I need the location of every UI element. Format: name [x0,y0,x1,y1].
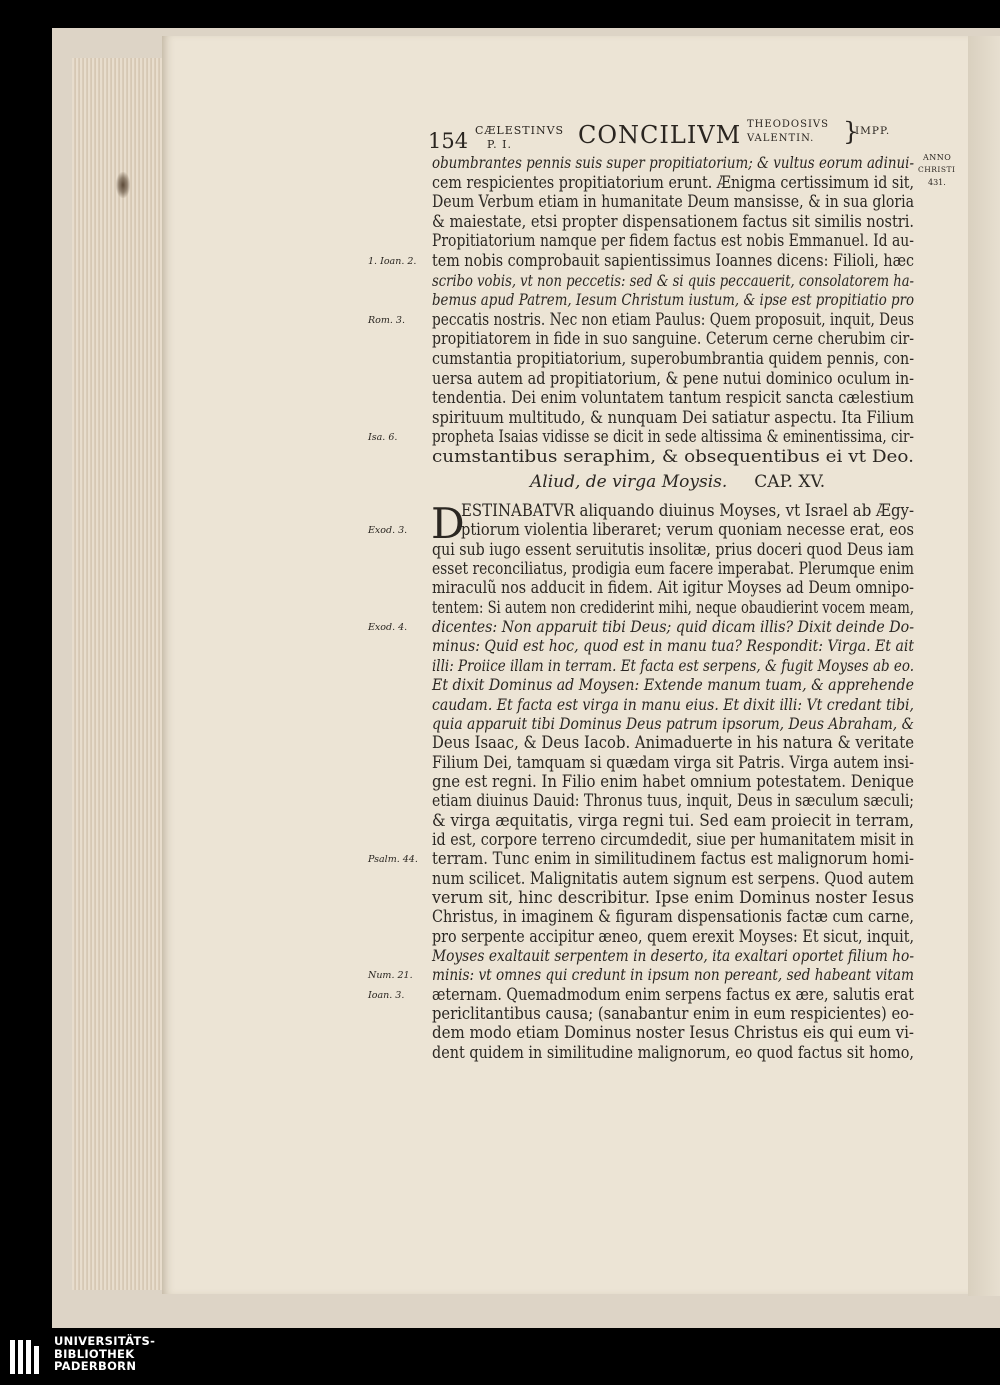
text-line-content: scribo vobis, vt non peccetis: sed & si quis peccauerit, consolatorem ha- [432,270,914,290]
text-line-content: propitiatorem in fide in suo sanguine. Ceterum cerne cherubim cir- [432,329,914,349]
anno-label: ANNO [923,153,952,162]
text-line-content: minis: vt omnes qui credunt in ipsum non pereant, sed habeant vitam [432,965,914,985]
text-line-content: obumbrantes pennis suis super propitiatorium; & vultus eorum adinui- [432,153,914,172]
text-line-content: Christus, in imaginem & figuram dispensationis factæ cum carne, [432,907,914,927]
ink-stain [116,172,130,198]
text-line-content: & maiestate, etsi propter dispensationem factus sit similis nostri. [432,211,914,231]
text-line-content: Propitiatorium namque per fidem factus est nobis Emmanuel. Id au- [432,231,914,251]
text-line-content: tentem: Si autem non crediderint mihi, neque obaudierint vocem meam, [432,597,914,617]
drop-capital: D [431,499,465,548]
library-logo-icon [8,1336,46,1378]
text-line-content: Filium Dei, tamquam si quædam virga sit Patris. Virga autem insi- [432,752,914,772]
text-line-content: bemus apud Patrem, Iesum Christum iustum, & ipse est propitiatio pro [432,290,914,310]
text-line-content: etiam diuinus Dauid: Thronus tuus, inquit, Deus in sæculum sæculi; [432,791,914,811]
next-page-strip [968,36,1000,1296]
pope-number: P. I. [487,138,513,151]
text-line-content: miraculũ nos adducit in fidem. Ait igitur Moyses ad Deum omnipo- [432,578,914,598]
margin-reference: Psalm. 44. [368,854,418,866]
text-line-content: uersa autem ad propitiatorium, & pene nutui dominico oculum in- [432,368,914,388]
text-line-content: gne est regni. In Filio enim habet omnium potestatem. Denique [432,771,914,791]
margin-reference: Num. 21. [368,970,413,982]
pope-name: CÆLESTINVS [475,124,565,137]
text-line-content: æternam. Quemadmodum enim serpens factus ex ære, salutis erat [432,984,914,1004]
text-line-content: quia apparuit tibi Dominus Deus patrum ipsorum, Deus Abraham, & [432,713,914,733]
text-line-content: dicentes: Non apparuit tibi Deus; quid dicam illis? Dixit deinde Do- [432,617,914,637]
text-line-content: verum sit, hinc describitur. Ipse enim Dominus noster Iesus [432,888,914,907]
text-line-content: ptiorum violentia liberaret; verum quoniam necesse erat, eos [461,520,914,540]
library-name-line2: BIBLIOTHEK [54,1346,135,1361]
margin-reference: Isa. 6. [368,432,398,444]
text-line-content: id est, corpore terreno circumdedit, siue per humanitatem misit in [432,829,914,849]
text-line-content: propheta Isaias vidisse se dicit in sede altissima & eminentissima, cir- [432,427,914,447]
text-line-content: Deum Verbum etiam in humanitate Deum mansisse, & in sua gloria [432,192,914,212]
text-line-content: caudam. Et facta est virga in manu eius. Et dixit illi: Vt credant tibi, [432,694,914,714]
text-line-content: terram. Tunc enim in similitudinem factus est malignorum homi- [432,849,914,869]
text-line-content: ESTINABATVR aliquando diuinus Moyses, vt Israel ab Ægy- [461,501,914,520]
text-line-content: periclitantibus causa; (sanabantur enim in eum respicientes) eo- [432,1004,914,1024]
text-line-content: & virga æquitatis, virga regni tui. Sed eam proiecit in terram, [432,810,914,830]
text-line-content: minus: Quid est hoc, quod est in manu tua? Respondit: Virga. Et ait [432,636,914,656]
emperor-valentinian: VALENTIN. [747,133,815,144]
text-line-content: tem nobis comprobauit sapientissimus Ioannes dicens: Filioli, hæc [432,251,914,270]
margin-reference: 1. Ioan. 2. [368,256,417,267]
text-line-content: cem respicientes propitiatorium erunt. Ænigma certissimum id sit, [432,172,914,192]
chapter-label: CAP. XV. [754,472,826,492]
page-edges [72,58,163,1290]
text-line-content: pro serpente accipitur æneo, quem erexit Moyses: Et sicut, inquit, [432,926,914,946]
text-line-content: cumstantibus seraphim, & obsequentibus ei vt Deo. [432,447,914,466]
section-heading-italic: Aliud, de virga Moysis. [530,472,728,492]
year-number: 431. [928,178,946,187]
page-number: 154 [428,129,469,153]
text-line-content: dent quidem in similitudine malignorum, eo quod factus sit homo, [432,1042,914,1062]
text-line-content: tendentia. Dei enim voluntatem tantum respicit sancta cælestium [432,388,914,408]
text-line-content: qui sub iugo essent seruitutis insolitæ, prius doceri quod Deus iam [432,539,914,559]
library-name [54,1335,155,1373]
text-line-content: Moyses exaltauit serpentem in deserto, ita exaltari oportet filium ho- [432,946,914,966]
text-line-content: illi: Proiice illam in terram. Et facta est serpens, & fugit Moyses ab eo. [432,655,914,675]
section-heading [530,472,825,492]
text-line-content: num scilicet. Malignitatis autem signum est serpens. Quod autem [432,868,914,888]
text-line-content: spirituum multitudo, & nunquam Dei satiatur aspectu. Ita Filium [432,407,914,427]
text-line-content: esset reconciliatus, prodigia eum facere imperabat. Plerumque enim [432,559,914,579]
text-line [432,1043,914,1065]
margin-reference: Rom. 3. [368,314,405,326]
text-line-content: cumstantia propitiatorium, superobumbrantia quidem pennis, con- [432,349,914,368]
running-title: CONCILIVM [578,121,742,149]
margin-reference: Ioan. 3. [368,989,405,1001]
library-name-line1: UNIVERSITÄTS- [54,1334,156,1348]
text-line-content: Deus Isaac, & Deus Iacob. Animaduerte in his natura & veritate [432,733,914,753]
text-line-content: peccatis nostris. Nec non etiam Paulus: Quem proposuit, inquit, Deus [432,309,914,329]
margin-reference: Exod. 3. [368,525,408,537]
text-line-content: Et dixit Dominus ad Moysen: Extende manum tuam, & apprehende [432,675,914,695]
christi-label: CHRISTI [918,165,956,174]
margin-reference: Exod. 4. [368,622,408,634]
library-name-line3: PADERBORN [54,1359,137,1373]
emperor-theodosius: THEODOSIVS [747,119,829,130]
brace: } [843,117,859,146]
text-line-content: dem modo etiam Dominus noster Iesus Christus eis qui eum vi- [432,1023,914,1043]
text-line [432,447,914,469]
imperatores-label: IMPP. [855,125,891,137]
